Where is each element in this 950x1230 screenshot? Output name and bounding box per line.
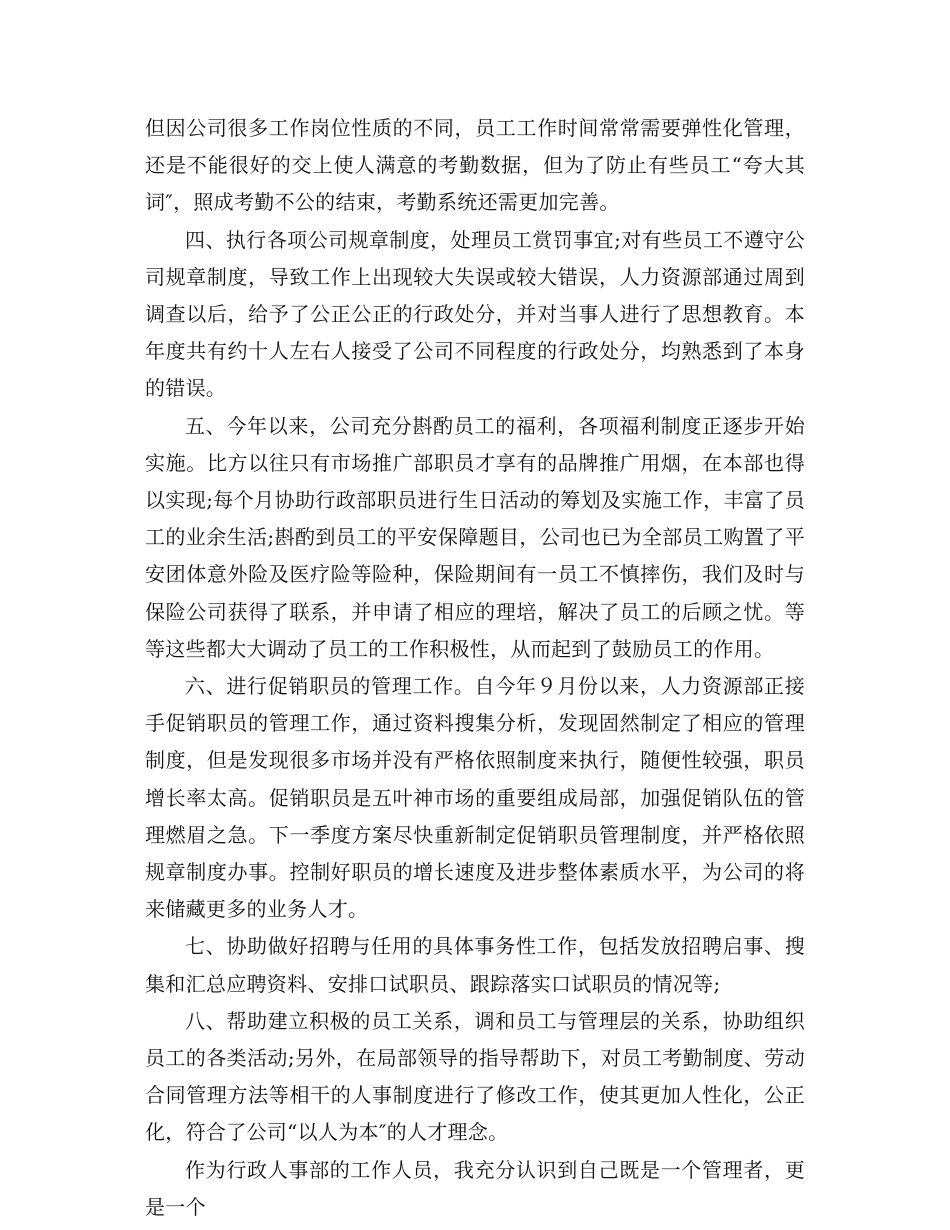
paragraph-employee-relations: 八、帮助建立积极的员工关系，调和员工与管理层的关系，协助组织员工的各类活动;另外，在局部领导的指导帮助下，对员工考勤制度、劳动合同管理方法等相干的人事制度进行了修改工作，使其更加人性化，公正化，符合了公司“以人为本″的人才理念。 — [145, 1008, 805, 1145]
paragraph-promoter-management: 六、进行促销职员的管理工作。自今年９月份以来，人力资源部正接手促销职员的管理工作，通过资料搜集分析，发现固然制定了相应的管理制度，但是发现很多市场并没有严格依照制度来执行，随便性较强，职员增长率太高。促销职员是五叶神市场的重要组成局部，加强促销队伍的管理燃眉之急。下一季度方案尽快重新制定促销职员管理制度，并严格依照规章制度办事。控制好职员的增长速度及进步整体素质水平，为公司的将来储藏更多的业务人才。 — [145, 674, 805, 922]
paragraph-recruitment: 七、协助做好招聘与任用的具体事务性工作，包括发放招聘启事、搜集和汇总应聘资料、安排口试职员、跟踪落实口试职员的情况等; — [145, 934, 805, 996]
paragraph-rules-enforcement: 四、执行各项公司规章制度，处理员工赏罚事宜;对有些员工不遵守公司规章制度，导致工作上出现较大失误或较大错误，人力资源部通过周到调查以后，给予了公正公正的行政处分，并对当事人进行了思想教育。本年度共有约十人左右人接受了公司不同程度的行政处分，均熟悉到了本身的错误。 — [145, 227, 805, 401]
paragraph-self-reflection: 作为行政人事部的工作人员，我充分认识到自己既是一个管理者，更是一个 — [145, 1157, 805, 1219]
paragraph-employee-welfare: 五、今年以来，公司充分斟酌员工的福利，各项福利制度正逐步开始实施。比方以往只有市场推广部职员才享有的品牌推广用烟，在本部也得以实现;每个月协助行政部职员进行生日活动的筹划及实施工作，丰富了员工的业余生活;斟酌到员工的平安保障题目，公司也已为全部员工购置了平安团体意外险及医疗险等险种，保险期间有一员工不慎摔伤，我们及时与保险公司获得了联系，并申请了相应的理培，解决了员工的后顾之忧。等等这些都大大调动了员工的工作积极性，从而起到了鼓励员工的作用。 — [145, 413, 805, 661]
document-body — [145, 110, 805, 1226]
paragraph-attendance-continued: 但因公司很多工作岗位性质的不同，员工工作时间常常需要弹性化管理，还是不能很好的交上使人满意的考勤数据，但为了防止有些员工“夸大其词″，照成考勤不公的结束，考勤系统还需更加完善。 — [145, 116, 805, 215]
